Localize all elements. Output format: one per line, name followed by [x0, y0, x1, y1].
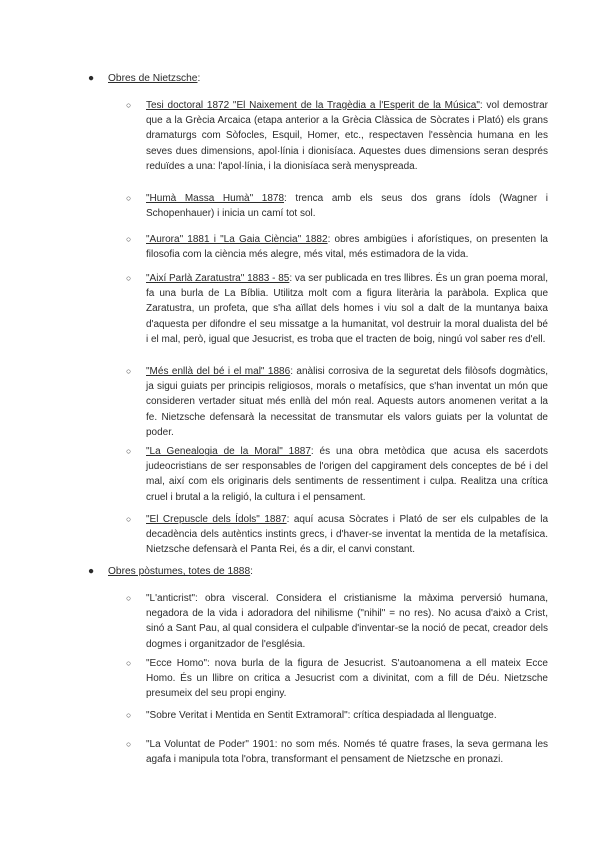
item-link[interactable]: "Així Parlà Zaratustra" 1883 - 85	[146, 273, 290, 284]
section-link-postumes[interactable]: Obres pòstumes, totes de 1888	[108, 566, 251, 577]
circle-bullet-icon: ○	[126, 739, 132, 749]
circle-bullet-icon: ○	[126, 366, 132, 376]
item-link[interactable]: "La Genealogia de la Moral" 1887	[146, 446, 311, 457]
circle-bullet-icon: ○	[126, 234, 132, 244]
circle-bullet-icon: ○	[126, 514, 132, 524]
section-link-obres[interactable]: Obres de Nietzsche	[108, 73, 198, 84]
bullet-icon: ●	[88, 73, 95, 84]
circle-bullet-icon: ○	[126, 273, 132, 283]
item-link[interactable]: "El Crepuscle dels Ídols" 1887	[146, 514, 287, 525]
item-link[interactable]: Tesi doctoral 1872 "El Naixement de la Tragèdia a l'Esperit de la Música"	[146, 100, 480, 111]
circle-bullet-icon: ○	[126, 593, 132, 603]
circle-bullet-icon: ○	[126, 100, 132, 110]
item-link[interactable]: "Més enllà del bé i el mal" 1886	[146, 366, 291, 377]
item-link[interactable]: "Aurora" 1881 i "La Gaia Ciència" 1882	[146, 234, 328, 245]
circle-bullet-icon: ○	[126, 710, 132, 720]
circle-bullet-icon: ○	[126, 193, 132, 203]
document-page: ● Obres de Nietzsche: ○ Tesi doctoral 1872 "El Naixement de la Tragèdia a l'Esperit de la Música": vol demostrar que a la Grècia Arcaica (etapa anterior a la Grècia Clàssica de Sòcrates i Plató) els grans dramaturgs com Sòfocles, Esquil, Homer, etc., respectaven l'essència humana en les seves dues dimensions, apol·línia i dionisíaca. Aquestes dues dimensions seran després reduïdes a una: l'apol·línia, i la dionisíaca serà menyspreada. ○ "Humà Massa Humà" 1878: trenca amb els seus dos grans ídols (Wagner i Schopenhauer) i inicia un camí tot sol. ○ "Aurora" 1881 i "La Gaia Ciència" 1882: obres ambigües i aforístiques, on presenten la filosofia com la ciència més alegre, més vital, més estimadora de la vida. ○ "Així Parlà Zaratustra" 1883 - 85: va ser publicada en tres llibres. És un gran poema moral, fa una burla de La Bíblia. Utilitza molt com a figura literària la paràbola. Explica que Zaratustra, un profeta, que s'ha aïllat dels homes i viu sol a dalt de la muntanya baixa d'aquesta per difondre el seu missatge a la humanitat, vol destruir la moral dualista del bé i el mal, però, igual que Jesucrist, es troba que el tracten de boig, ningú vol saber res d'ell. ○ "Més enllà del bé i el mal" 1886: anàlisi corrosiva de la seguretat dels filòsofs dogmàtics, ja sigui guiats per principis religiosos, morals o metafísics, que s'han inventat un món que consideren vertader situat més enllà del món real. Aquests autors anomenen veritat a la fe. Nietzsche defensarà la necessitat de transmutar els valors guiats per la voluntat de poder. ○ "La Genealogia de la Moral" 1887: és una obra metòdica que acusa els sacerdots judeocristians de ser responsables de l'origen del capgirament dels conceptes de bé i del mal, així com els originaris dels sentiments de ressentiment i culpa. Realitza una crítica cruel i brutal a la religió, la cultura i el pensament. ○ "El Crepuscle dels Ídols" 1887: aquí acusa Sòcrates i Plató de ser els culpables de la decadència dels autèntics instints grecs, i d'haver-se inventat la mentida de la metafísica. Nietzsche defensarà el Panta Rei, és a dir, el canvi constant. ● Obres pòstumes, totes de 1888: ○ "L'anticrist": obra visceral. Considera el cristianisme la màxima perversió humana, negadora de la vida i adoradora del nihilisme ("nihil" = no res). No acusa d'això a Crist, sinó a Sant Pau, al qual considera el culpable d'inventar-se la noció de pecat, creador dels dogmes i organitzador de l'església. ○ "Ecce Homo": nova burla de la figura de Jesucrist. S'autoanomena a ell mateix Ecce Homo. És un llibre on critica a Jesucrist com a divinitat, com a fill de Déu. Nietzsche presumeix del seu propi enginy. ○ "Sobre Veritat i Mentida en Sentit Extramoral": crítica despiadada al llenguatge. ○ "La Voluntat de Poder" 1901: no som més. Només té quatre frases, la seva germana les agafa i manipula tota l'obra, transformant el pensament de Nietzsche en pronazi.	[88, 73, 549, 766]
circle-bullet-icon: ○	[126, 658, 132, 668]
circle-bullet-icon: ○	[126, 446, 132, 456]
bullet-icon: ●	[88, 566, 95, 577]
item-link[interactable]: "Humà Massa Humà" 1878	[146, 193, 285, 204]
